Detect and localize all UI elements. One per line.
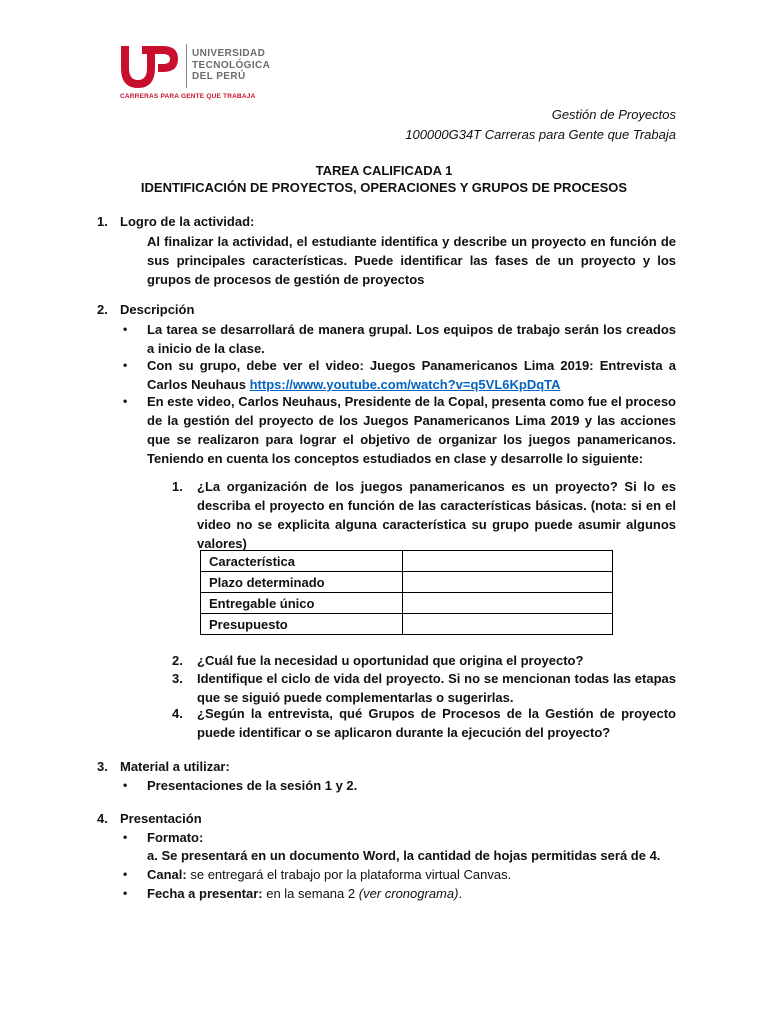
section-title: Logro de la actividad: [120, 214, 255, 229]
logo-tagline: CARRERAS PARA GENTE QUE TRABAJA [120, 93, 256, 100]
section-3-heading [97, 759, 230, 774]
question-number: 4. [172, 706, 183, 721]
section-title: Presentación [120, 811, 202, 826]
course-header [405, 105, 676, 145]
bullet-icon: • [123, 867, 128, 881]
bullet-icon: • [123, 394, 128, 408]
bullet-icon: • [123, 778, 128, 792]
question-number: 3. [172, 671, 183, 686]
section-number: 3. [97, 759, 108, 774]
table-cell-empty[interactable] [403, 593, 613, 614]
section-title: Material a utilizar: [120, 759, 230, 774]
date-label: Fecha a presentar: [147, 886, 263, 901]
utp-logo-mark-icon [118, 42, 180, 92]
description-bullet [147, 356, 676, 394]
video-link[interactable]: https://www.youtube.com/watch?v=q5VL6KpDqTA [249, 377, 561, 392]
date-text: en la semana 2 [262, 886, 359, 901]
table-row [201, 551, 613, 572]
section-1-heading [97, 214, 254, 229]
university-name [192, 48, 270, 83]
bullet-icon: • [123, 886, 128, 900]
material-bullet: Presentaciones de la sesión 1 y 2. [147, 778, 358, 793]
table-cell-empty[interactable] [403, 551, 613, 572]
section-1-text: Al finalizar la actividad, el estudiante identifica y describe un proyecto en función de sus principales características. Puede identificar las fases de un proyecto y los grupos de procesos de gestión de proyectos [147, 234, 676, 287]
channel-label: Canal: [147, 867, 187, 882]
section-4-heading [97, 811, 202, 826]
question-text: ¿Según la entrevista, qué Grupos de Procesos de la Gestión de proyecto puede identificar o se aplicaron durante la ejecución del proyecto? [197, 706, 676, 740]
question-number: 1. [172, 479, 183, 494]
characteristics-table [200, 550, 613, 635]
table-cell-empty[interactable] [403, 614, 613, 635]
university-name-line: TECNOLÓGICA [192, 59, 271, 71]
course-name: Gestión de Proyectos [551, 107, 676, 122]
date-end: . [458, 886, 463, 901]
channel-text: se entregará el trabajo por la plataforma virtual Canvas. [186, 867, 512, 882]
question-text: ¿La organización de los juegos panamericanos es un proyecto? Si lo es describa el proyecto en función de las características básicas. (nota: si en el video no se explicita alguna característica su grupo puede asumir algunos valores) [197, 479, 676, 551]
table-cell-label: Entregable único [201, 593, 403, 614]
bullet-icon: • [123, 358, 128, 372]
course-code: 100000G34T Carreras para Gente que Trabaja [405, 127, 676, 142]
video-instruction: Con su grupo, debe ver el video: Juegos Panamericanos Lima 2019: Entrevista a Carlos Neuhaus [147, 358, 676, 392]
logo-divider [186, 44, 187, 88]
format-item: a. Se presentará en un documento Word, la cantidad de hojas permitidas será de 4. [147, 848, 661, 863]
table-row [201, 614, 613, 635]
section-title: Descripción [120, 302, 195, 317]
document-title: TAREA CALIFICADA 1 [315, 163, 453, 178]
question-number: 2. [172, 653, 183, 668]
table-cell-empty[interactable] [403, 572, 613, 593]
table-cell-label: Plazo determinado [201, 572, 403, 593]
table-cell-label: Característica [201, 551, 403, 572]
description-bullet: En este video, Carlos Neuhaus, Presidente de la Copal, presenta como fue el proceso de la gestión del proyecto de los Juegos Panamericanos Lima 2019 y las acciones que se realizaron para lograr el objetivo de organizar los juegos panamericanos. Teniendo en cuenta los conceptos estudiados en clase y desarrolle lo siguiente: [147, 394, 676, 466]
table-row [201, 593, 613, 614]
university-name-line: DEL PERÚ [192, 71, 246, 82]
section-number: 4. [97, 811, 108, 826]
bullet-icon: • [123, 322, 128, 336]
bullet-icon: • [123, 830, 128, 844]
university-logo [118, 40, 288, 104]
section-number: 2. [97, 302, 108, 317]
channel-bullet [147, 865, 676, 884]
question-text: Identifique el ciclo de vida del proyecto. Si no se mencionan todas las etapas que se siguió puede complementarlas o sugerirlas. [197, 671, 676, 705]
section-2-heading [97, 302, 194, 317]
description-bullet: La tarea se desarrollará de manera grupal. Los equipos de trabajo serán los creados a inicio de la clase. [147, 322, 676, 356]
table-cell-label: Presupuesto [201, 614, 403, 635]
section-number: 1. [97, 214, 108, 229]
date-note: (ver cronograma) [358, 886, 459, 901]
question-text: ¿Cuál fue la necesidad u oportunidad que origina el proyecto? [197, 653, 584, 668]
date-bullet [147, 884, 676, 903]
document-subtitle: IDENTIFICACIÓN DE PROYECTOS, OPERACIONES Y GRUPOS DE PROCESOS [140, 180, 628, 195]
table-row [201, 572, 613, 593]
university-name-line: UNIVERSIDAD [192, 48, 266, 59]
format-label: Formato: [147, 830, 204, 845]
